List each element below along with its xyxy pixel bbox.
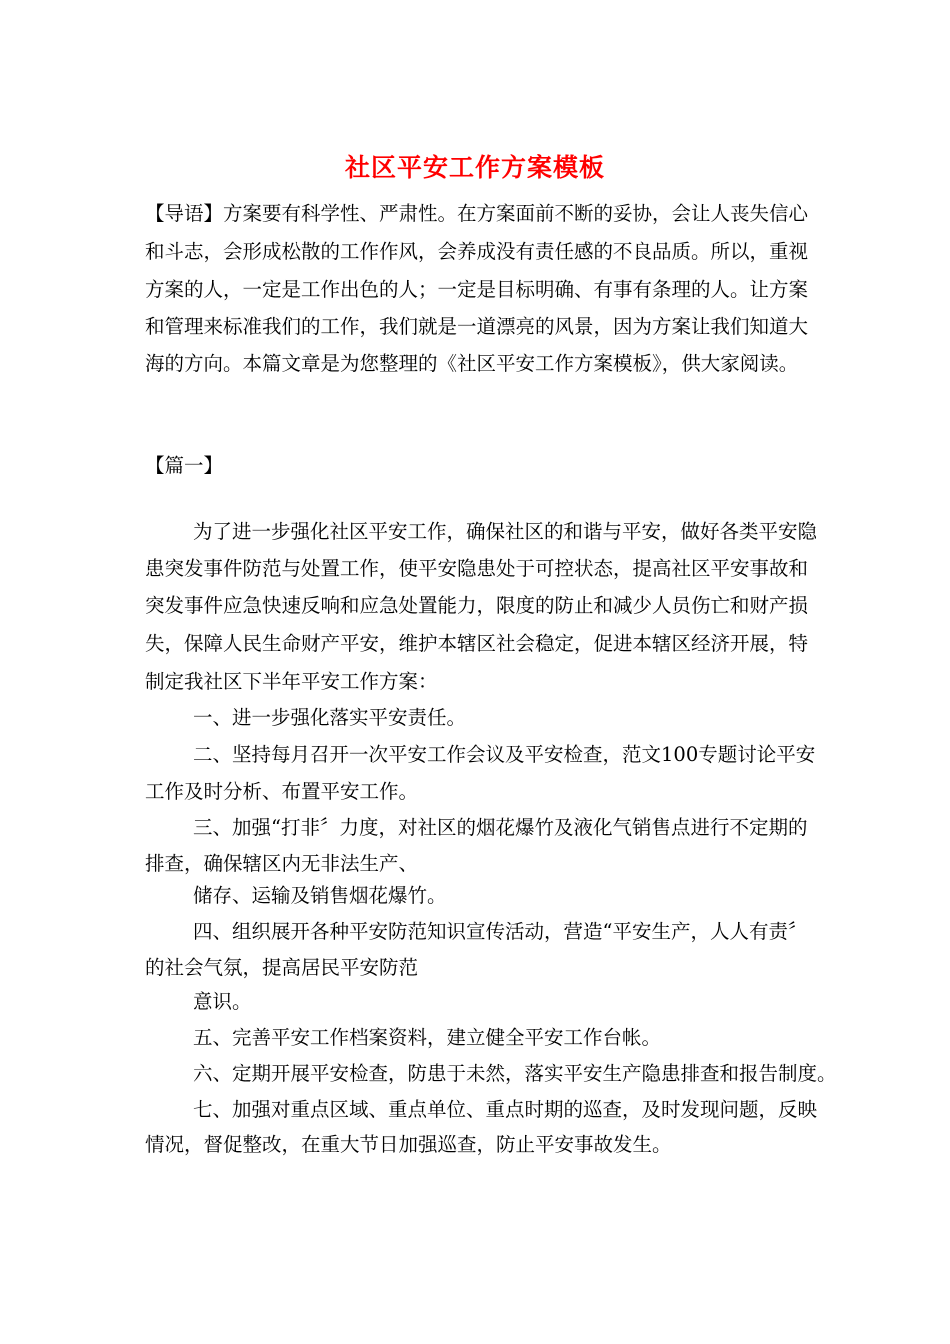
body-line: 制定我社区下半年平安工作方案： [145,670,438,693]
body-line: 储存、运输及销售烟花爆竹。 [193,884,447,907]
intro-line: 和管理来标准我们的工作，我们就是一道漂亮的风景，因为方案让我们知道大 [145,315,809,338]
body-line: 五、完善平安工作档案资料，建立健全平安工作台帐。 [193,1026,662,1049]
body-line: 二、坚持每月召开一次平安工作会议及平安检查，范文100专题讨论平安 [193,743,816,766]
body-line: 三、加强“打非〞力度，对社区的烟花爆竹及液化气销售点进行不定期的 [193,816,808,839]
body-line: 的社会气氛，提高居民平安防范 [145,956,419,979]
body-line: 排查，确保辖区内无非法生产、 [145,852,419,875]
intro-line: 方案的人，一定是工作出色的人；一定是目标明确、有事有条理的人。让方案 [145,278,809,301]
section-label: 【篇一】 [145,454,224,477]
document-title: 社区平安工作方案模板 [344,153,605,182]
body-line: 一、进一步强化落实平安责任。 [193,706,467,729]
body-line: 突发事件应急快速反响和应急处置能力，限度的防止和减少人员伤亡和财产损 [145,594,809,617]
body-line: 工作及时分析、布置平安工作。 [145,780,419,803]
body-line: 七、加强对重点区域、重点单位、重点时期的巡查，及时发现问题，反映 [193,1098,818,1121]
intro-line: 【导语】方案要有科学性、严肃性。在方案面前不断的妥协，会让人丧失信心 [145,202,809,225]
body-line: 失，保障人民生命财产平安，维护本辖区社会稳定，促进本辖区经济开展，特 [145,632,809,655]
body-line: 六、定期开展平安检查，防患于未然，落实平安生产隐患排查和报告制度。 [193,1062,837,1085]
body-line: 情况，督促整改，在重大节日加强巡查，防止平安事故发生。 [145,1133,672,1156]
body-line: 患突发事件防范与处置工作，使平安隐患处于可控状态，提高社区平安事故和 [145,557,809,580]
body-line: 意识。 [193,990,252,1013]
intro-line: 和斗志，会形成松散的工作作风，会养成没有责任感的不良品质。所以，重视 [145,240,809,263]
body-line: 为了进一步强化社区平安工作，确保社区的和谐与平安，做好各类平安隐 [193,520,818,543]
intro-line: 海的方向。本篇文章是为您整理的《社区平安工作方案模板》，供大家阅读。 [145,352,799,375]
body-line: 四、组织展开各种平安防范知识宣传活动，营造“平安生产，人人有责〞 [193,920,808,943]
